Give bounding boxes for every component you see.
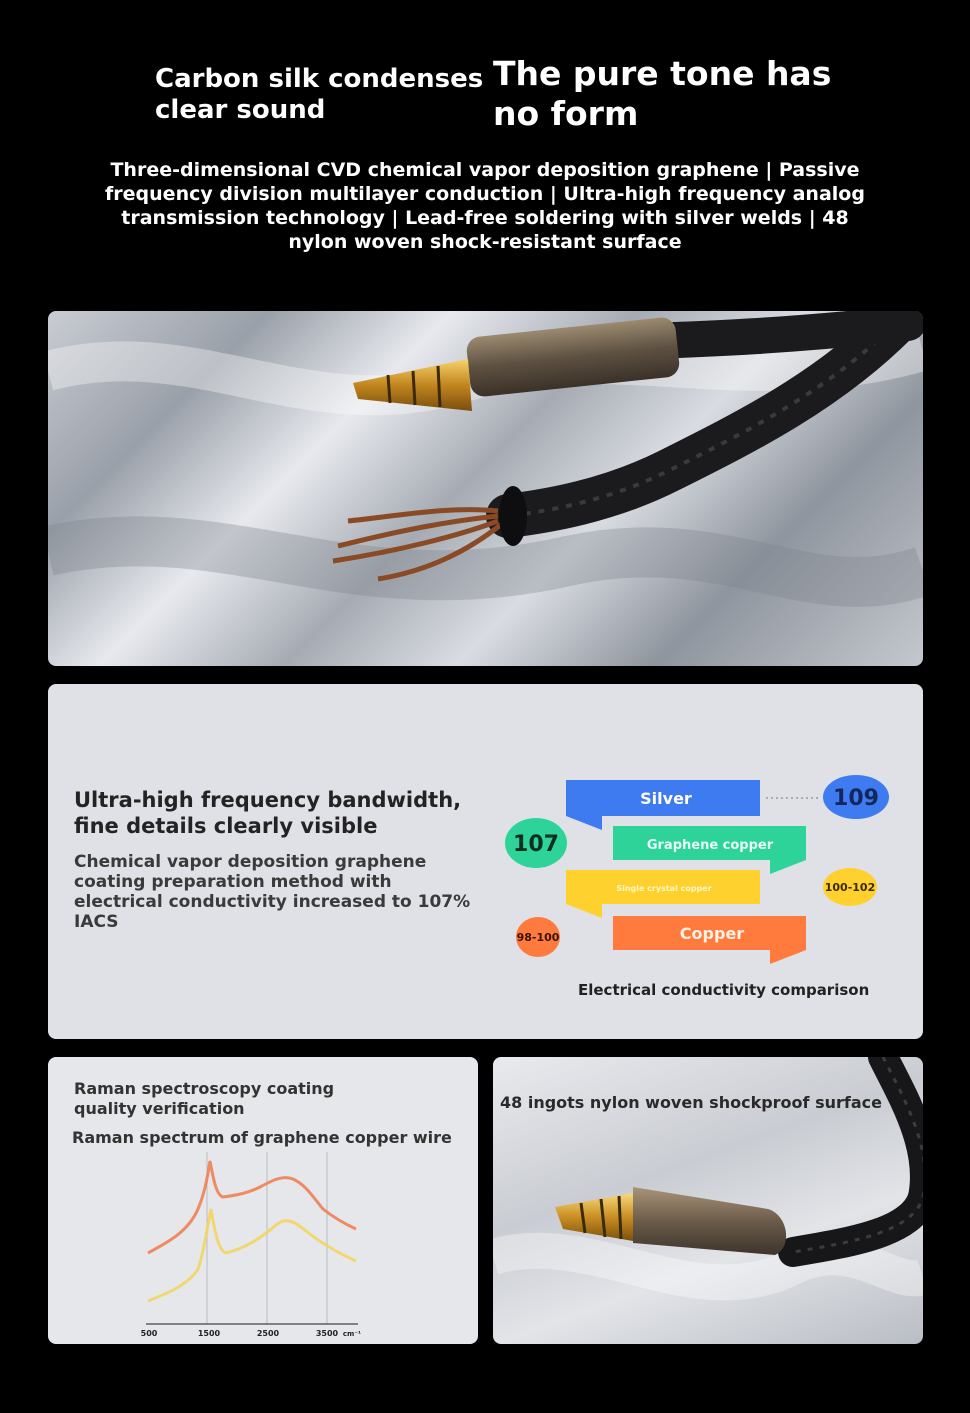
conductivity-title: Ultra-high frequency bandwidth, fine details clearly visible bbox=[74, 788, 462, 838]
graphene-copper-spectrum-line bbox=[148, 1161, 356, 1253]
raman-x-tick: 500 bbox=[140, 1329, 158, 1338]
cable-photo-panel bbox=[48, 311, 923, 666]
raman-chart-title: Raman spectrum of graphene copper wire bbox=[72, 1128, 452, 1147]
silver-value: 109 bbox=[833, 786, 879, 811]
graphene-value: 107 bbox=[513, 832, 559, 857]
conductivity-description: Chemical vapor deposition graphene coating preparation method with electrical conductivity increased to 107% IACS bbox=[74, 852, 471, 932]
reference-spectrum-line bbox=[148, 1209, 356, 1301]
copper-value: 98-100 bbox=[516, 931, 560, 944]
raman-spectrum-chart bbox=[48, 1057, 478, 1344]
single-crystal-value: 100-102 bbox=[824, 881, 876, 894]
raman-x-tick: 3500 bbox=[315, 1329, 339, 1338]
copper-label: Copper bbox=[679, 924, 745, 943]
conductivity-chart-caption: Electrical conductivity comparison bbox=[578, 981, 870, 999]
feature-subtitle: Three-dimensional CVD chemical vapor deposition graphene | Passive frequency division multilayer conduction | Ultra-high frequency analog transmission technology | Lead-free soldering with silver welds | 48 nylon woven shock-resistant surface bbox=[105, 159, 865, 253]
silver-label: Silver bbox=[640, 789, 692, 808]
raman-x-tick: 2500 bbox=[256, 1329, 280, 1338]
nylon-surface-label: 48 ingots nylon woven shockproof surface bbox=[500, 1093, 882, 1112]
single-crystal-banner bbox=[566, 870, 760, 918]
graphene-label: Graphene copper bbox=[646, 838, 774, 853]
single-crystal-label: Single crystal copper bbox=[616, 884, 712, 893]
hero-left-heading: Carbon silk condenses clear sound bbox=[155, 64, 484, 125]
raman-panel bbox=[48, 1057, 478, 1344]
nylon-panel bbox=[493, 1057, 923, 1344]
hero-right-heading: The pure tone has no form bbox=[493, 54, 832, 133]
raman-x-unit: cm⁻¹ bbox=[342, 1330, 362, 1338]
conductivity-panel bbox=[48, 684, 923, 1039]
conductivity-infographic bbox=[498, 764, 918, 974]
cable-photo bbox=[48, 311, 923, 666]
raman-panel-title: Raman spectroscopy coating quality verification bbox=[74, 1079, 335, 1118]
raman-x-tick: 1500 bbox=[197, 1329, 221, 1338]
